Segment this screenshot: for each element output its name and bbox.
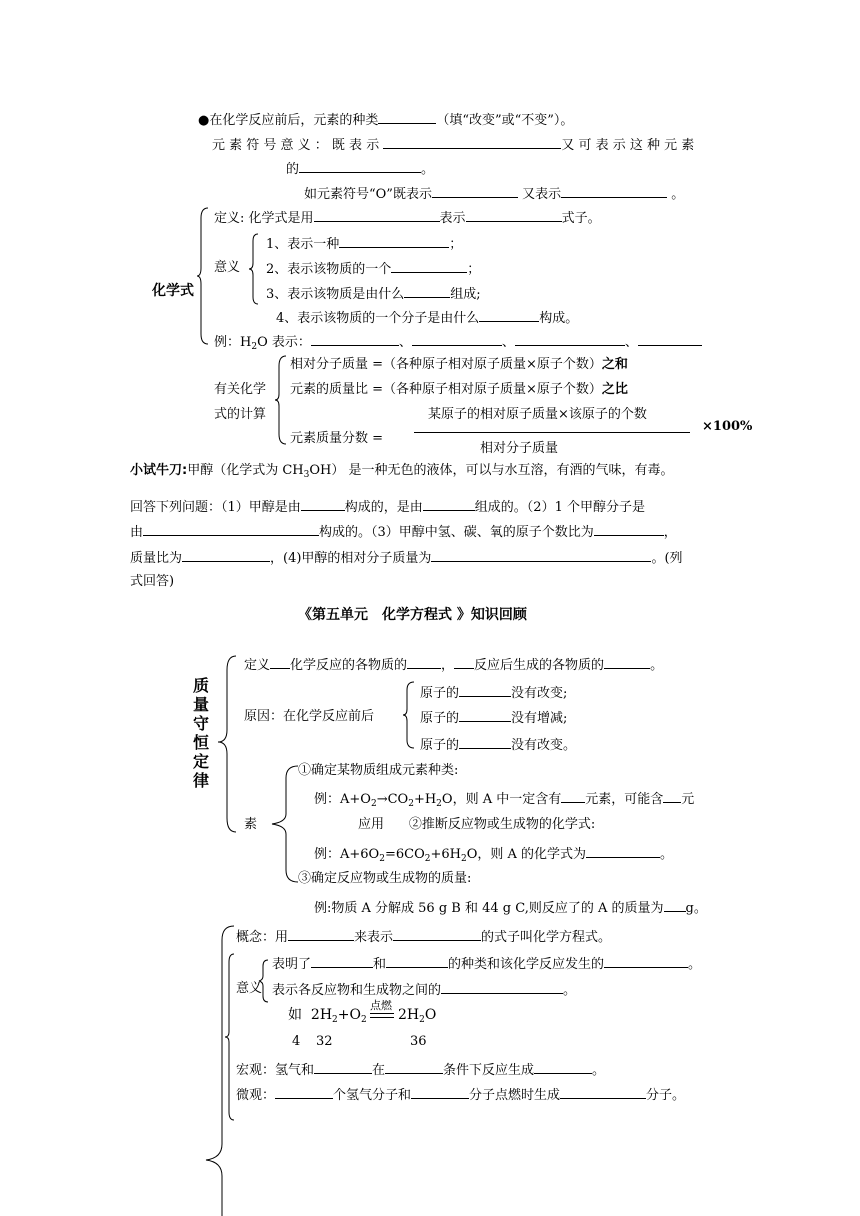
symbol-meaning-line2: 的 。 [286,162,435,177]
equation-meaning-1: 表明了 和 的种类和该化学反应发生的 。 [272,957,702,972]
reason-label: 原因：在化学反应前后 [244,709,375,724]
equation-product: $2H_2O$ [398,1007,437,1025]
reaction-condition: 点燃 [370,999,392,1012]
meaning-1: 1、表示一种 ； [266,237,463,252]
fraction-line [414,432,690,433]
blank[interactable] [275,1087,333,1099]
blank[interactable] [299,161,421,173]
example-equation: 如 $2H_2+O_2$ [288,1007,367,1025]
blank[interactable] [288,929,354,941]
quiz-intro: 小试牛刀:甲醇（化学式为 $CH_3OH$） 是一种无色的液体，可以与水互溶，有酒的气味，有毒。 [130,463,674,480]
blank[interactable] [431,550,651,562]
blank[interactable] [311,334,399,346]
equation-inner-brace [224,952,236,1122]
reason-1: 原子的 没有改变; [420,686,568,701]
element-type-line: ●在化学反应前后，元素的种类 （填“改变”或“不变”）。 [198,113,574,128]
blank[interactable] [561,186,667,198]
blank[interactable] [386,956,448,968]
blank[interactable] [663,791,681,803]
blank[interactable] [314,1062,372,1074]
meaning-3: 3、表示该物质是由什么 组成; [266,287,481,302]
reason-brace [402,680,416,750]
blank[interactable] [314,210,440,222]
mass-fraction-denominator: 相对分子质量 [480,441,559,456]
formula-label: 化学式 [152,283,194,299]
blank[interactable] [393,929,481,941]
blank[interactable] [534,1062,592,1074]
su-label: 素 [244,817,258,832]
blank[interactable] [459,737,511,749]
blank[interactable] [383,137,561,149]
blank[interactable] [378,112,436,124]
formula-example: 例：$H_2O$ 表示： 、 、 、 [214,334,702,349]
calc-label-2: 式的计算 [214,407,267,422]
meaning-2: 2、表示该物质的一个 ； [266,262,481,277]
equals-line-bottom [370,1017,394,1018]
mass-fraction-label: 元素质量分数 = [290,431,384,446]
blank[interactable] [182,550,270,562]
micro-meaning: 微观： 个氢气分子和 分子点燃时生成 分子。 [236,1088,686,1103]
mass-ratio-1: 4 [292,1034,301,1049]
symbol-meaning-line: 元 素 符 号 意 义 ： 既 表 示 又 可 表 示 这 种 元 素 [212,138,695,153]
blank[interactable] [479,310,539,322]
calc-label-1: 有关化学 [214,382,267,397]
reason-2: 原子的 没有增减; [420,711,568,726]
macro-meaning: 宏观：氢气和 在 条件下反应生成 。 [236,1063,606,1078]
blank[interactable] [459,710,511,722]
symbol-example-line: 如元素符号“O”既表示 又表示 。 [304,187,685,202]
blank[interactable] [270,657,290,669]
calc-row-1: 相对分子质量 =（各种原子相对原子质量×原子个数）之和 [290,357,628,372]
blank[interactable] [594,524,664,536]
application-3: ③确定反应物或生成物的质量: [298,871,472,886]
blank[interactable] [423,499,475,511]
blank[interactable] [441,982,563,994]
blank[interactable] [412,334,502,346]
example-1: 例：$A+O_2\to CO_2+H_2O$，则 A 中一定含有 元素，可能含 元 [314,792,695,809]
law-definition: 定义 化学反应的各物质的 ， 反应后生成的各物质的 。 [244,658,664,673]
example-3: 例:物质 A 分解成 56 g B 和 44 g C,则反应了的 A 的质量为 g。 [314,901,707,916]
application-brace [270,764,300,884]
meaning-4: 4、表示该物质的一个分子是由什么 构成。 [276,311,579,326]
quiz-q4: 式回答) [130,574,175,589]
blank[interactable] [301,499,345,511]
blank[interactable] [561,791,585,803]
equation-meaning-2: 表示各反应物和生成物之间的 。 [272,983,577,998]
blank[interactable] [560,1087,646,1099]
blank[interactable] [459,685,511,697]
law-brace [216,654,238,834]
blank[interactable] [604,956,688,968]
blank[interactable] [385,1062,443,1074]
calc-brace [274,354,288,446]
formula-brace [196,206,210,346]
quiz-q3: 质量比为 ，(4)甲醇的相对分子质量为 。(列 [130,551,683,566]
blank[interactable] [432,186,518,198]
mass-fraction-numerator: 某原子的相对原子质量×该原子的个数 [428,407,647,422]
equation-concept: 概念：用 来表示 的式子叫化学方程式。 [236,930,612,945]
quiz-q1: 回答下列问题：（1）甲醇是由 构成的，是由 组成的。（2）1 个甲醇分子是 [130,500,645,515]
mass-ratio-3: 36 [410,1034,427,1049]
mass-ratio-2: 32 [316,1034,333,1049]
equation-meaning-label: 意义 [236,981,263,996]
blank[interactable] [604,657,650,669]
equals-line-top [370,1013,394,1014]
times-100: ×100% [702,419,753,434]
blank[interactable] [339,236,449,248]
meaning-label: 意义 [214,260,241,275]
blank[interactable] [586,846,660,858]
application-1: ①确定某物质组成元素种类: [298,763,459,778]
example-2: 例：$A+6O_2=6CO_2+6H_2O$，则 A 的化学式为 。 [314,847,674,864]
law-vertical-label: 质 量 守 恒 定 律 [192,676,209,790]
blank[interactable] [404,286,450,298]
blank[interactable] [454,657,474,669]
blank[interactable] [411,1087,469,1099]
blank[interactable] [515,334,625,346]
blank[interactable] [638,334,702,346]
reason-3: 原子的 没有改变。 [420,738,577,753]
quiz-q2: 由 构成的。（3）甲醇中氢、碳、氧的原子个数比为 ， [130,525,677,540]
formula-definition: 定义: 化学式是用 表示 式子。 [214,211,601,226]
calc-row-2: 元素的质量比 =（各种原子相对原子质量×原子个数）之比 [290,382,628,397]
unit5-title: 《第五单元 化学方程式 》知识回顾 [298,607,527,623]
blank[interactable] [311,956,373,968]
blank[interactable] [143,524,319,536]
blank[interactable] [391,261,467,273]
meaning-brace [248,232,260,306]
blank[interactable] [407,657,441,669]
application-2: 应用 ②推断反应物或生成物的化学式: [358,817,596,832]
blank[interactable] [466,210,562,222]
blank[interactable] [664,900,686,912]
